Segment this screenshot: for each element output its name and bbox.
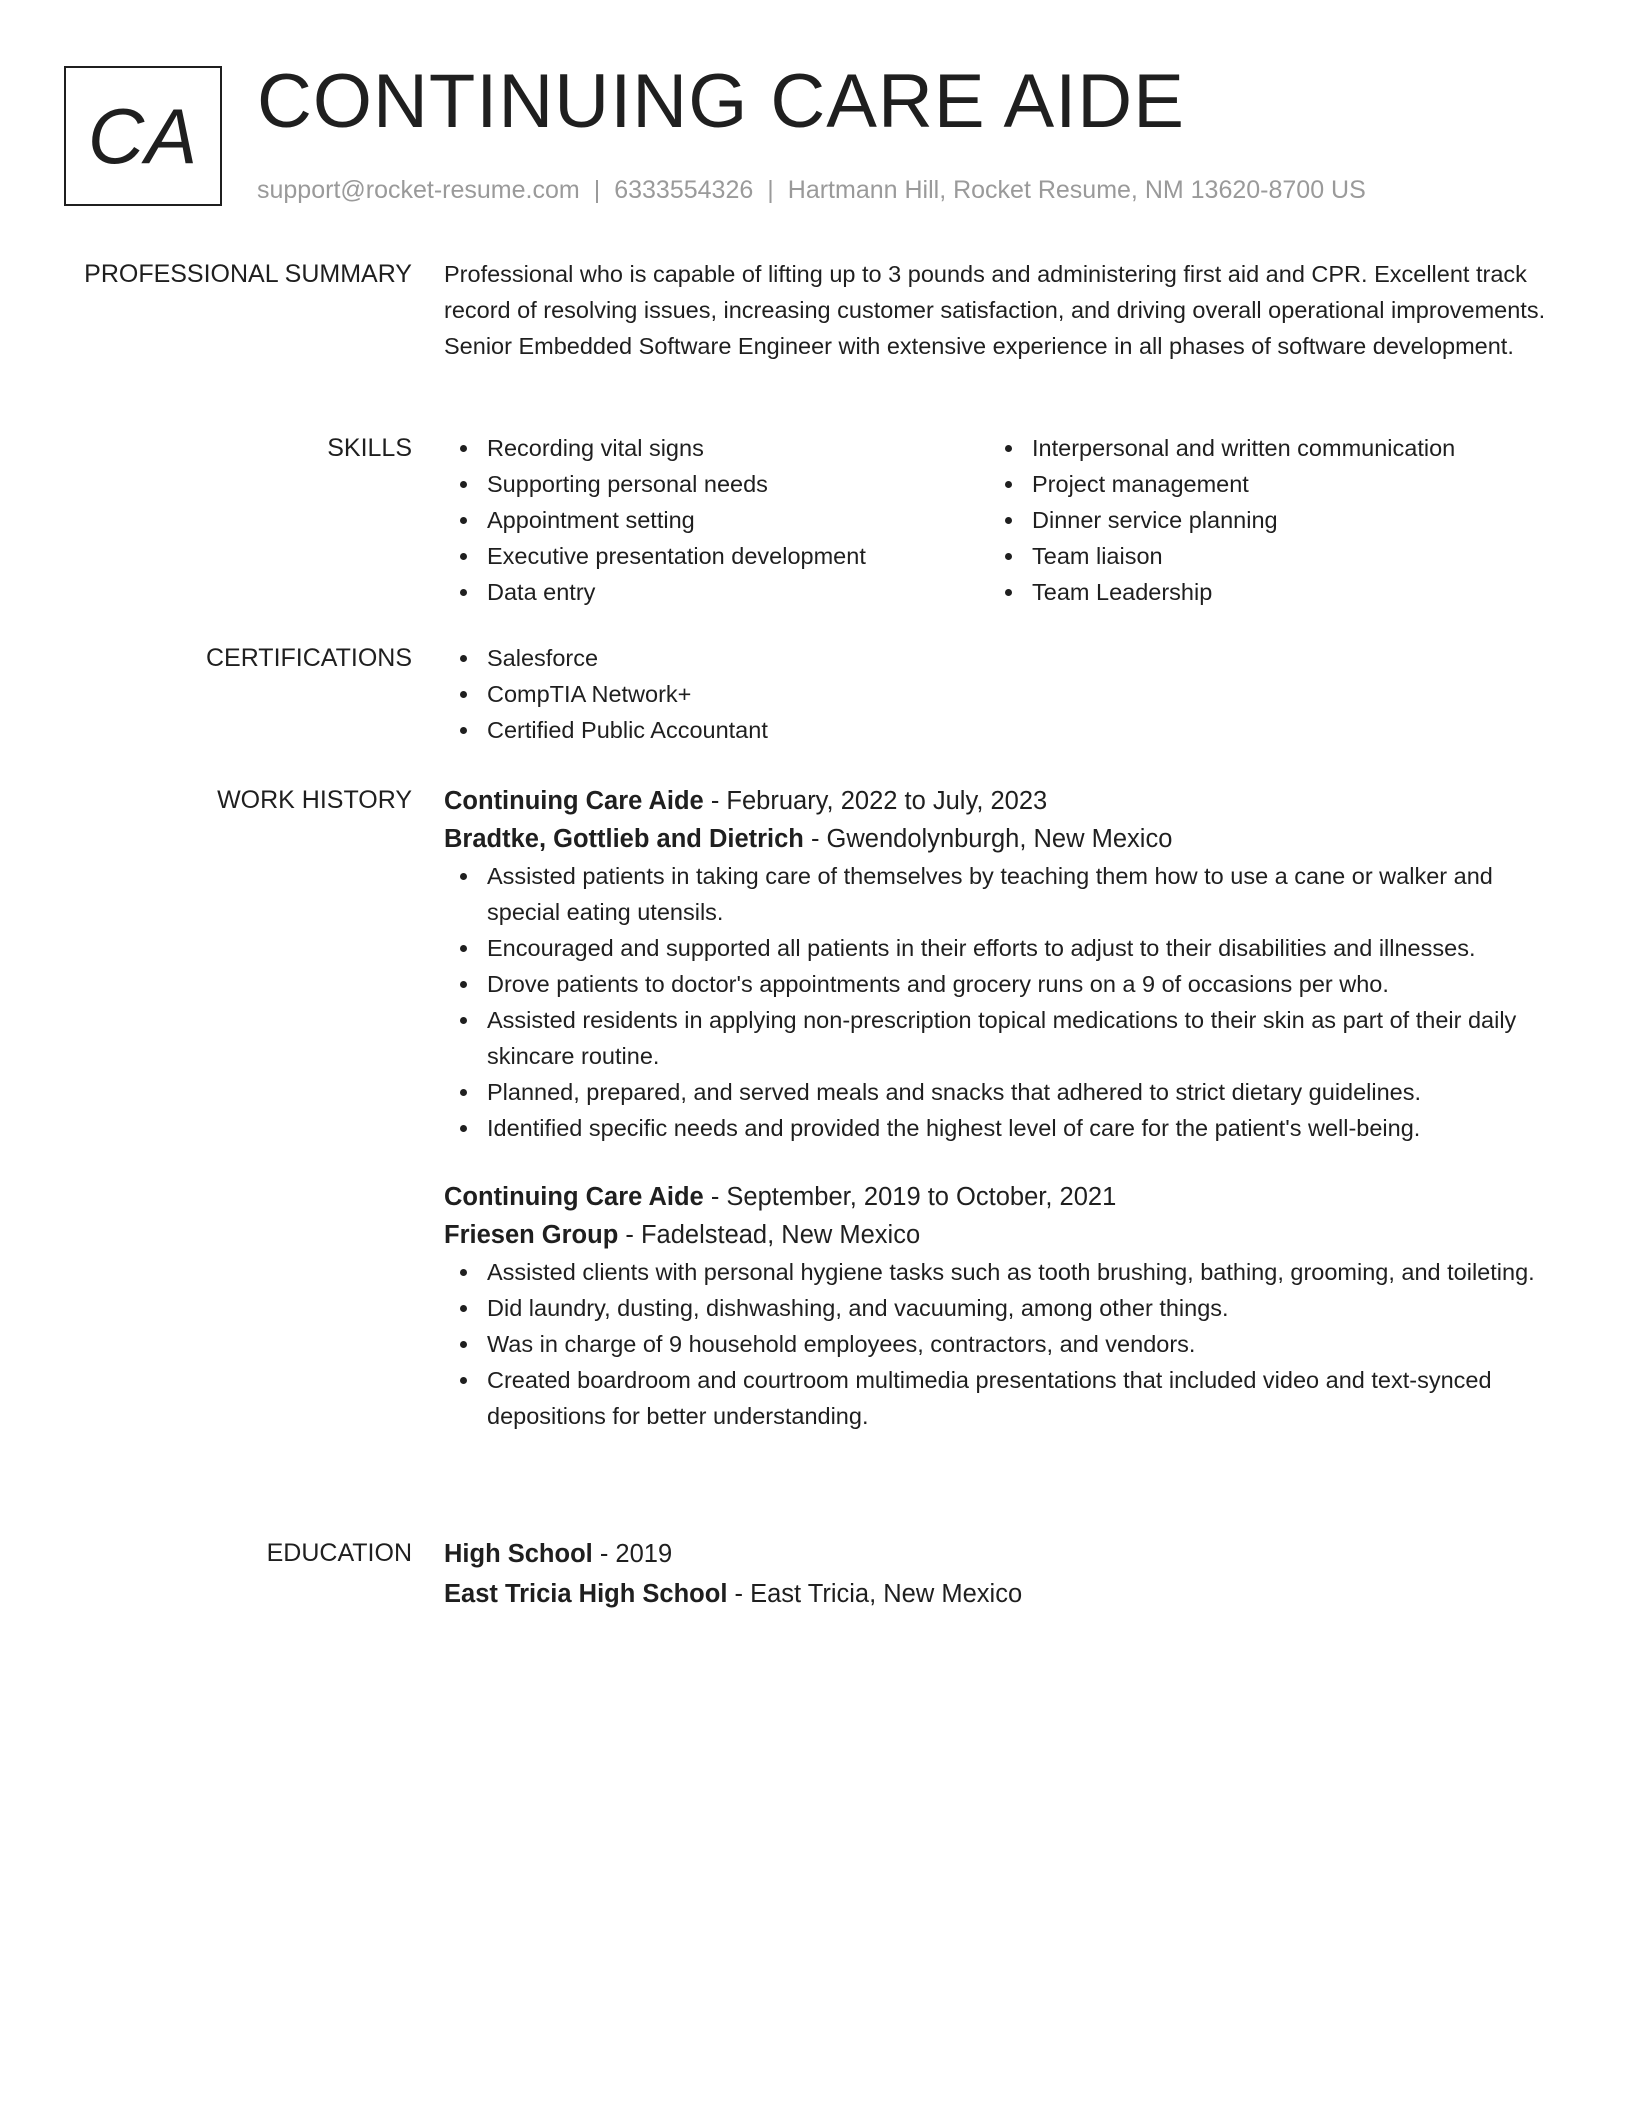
work-history-heading: WORK HISTORY [217,786,412,814]
certification-item: CompTIA Network+ [444,676,1554,712]
job-duty: Assisted clients with personal hygiene tasks such as tooth brushing, bathing, grooming, and toileting. [444,1254,1554,1290]
contact-phone[interactable]: 6333554326 [614,176,754,204]
skill-item: Dinner service planning [989,502,1549,538]
contact-address: Hartmann Hill, Rocket Resume, NM 13620-8700 US [787,176,1366,204]
job-duty: Planned, prepared, and served meals and snacks that adhered to strict dietary guidelines. [444,1074,1554,1110]
summary-text: Professional who is capable of lifting up to 3 pounds and administering first aid and CPR. Excellent track record of resolving issues, increasing customer satisfaction, and driving overall operational improvements. Senior Embedded Software Engineer with extensive experience in all phases of software development. [444,261,1546,359]
job-duty: Created boardroom and courtroom multimedia presentations that included video and text-synced depositions for better understanding. [444,1362,1554,1434]
skills-body [444,430,1554,610]
skill-item: Data entry [444,574,989,610]
education-body [444,1535,1554,1613]
job-entry [444,782,1554,1146]
monogram-badge: CA [64,66,222,206]
job-title-line [444,782,1554,820]
skill-item: Supporting personal needs [444,466,989,502]
job-entry [444,1178,1554,1434]
job-company-line [444,1216,1554,1254]
contact-email[interactable]: support@rocket-resume.com [257,176,580,204]
skills-list-left [444,430,989,610]
skill-item: Recording vital signs [444,430,989,466]
summary-heading: PROFESSIONAL SUMMARY [84,260,412,288]
work-history-body [444,782,1554,1434]
certifications-heading: CERTIFICATIONS [205,644,412,672]
skills-heading: SKILLS [327,434,412,462]
job-duty: Identified specific needs and provided the highest level of care for the patient's well-being. [444,1110,1554,1146]
job-duty: Assisted patients in taking care of themselves by teaching them how to use a cane or walker and special eating utensils. [444,858,1554,930]
skill-item: Appointment setting [444,502,989,538]
job-duties-list [444,858,1554,1146]
job-dates: - September, 2019 to October, 2021 [703,1183,1117,1211]
skill-item: Project management [989,466,1549,502]
job-company: Friesen Group [444,1221,619,1249]
education-school-line [444,1575,1554,1613]
certifications-body [444,640,1554,748]
skill-item: Team liaison [989,538,1549,574]
job-duties-list [444,1254,1554,1434]
job-title: Continuing Care Aide [444,1183,704,1211]
job-company: Bradtke, Gottlieb and Dietrich [444,825,804,853]
job-company-line [444,820,1554,858]
job-location: - Fadelstead, New Mexico [618,1221,921,1249]
skill-item: Team Leadership [989,574,1549,610]
certifications-list [444,640,1554,748]
job-duty: Encouraged and supported all patients in their efforts to adjust to their disabilities and illnesses. [444,930,1554,966]
education-degree: High School [444,1540,593,1568]
job-location: - Gwendolynburgh, New Mexico [803,825,1173,853]
education-heading: EDUCATION [266,1539,412,1567]
contact-line [257,173,1366,207]
education-location: - East Tricia, New Mexico [727,1580,1023,1608]
job-duty: Drove patients to doctor's appointments and grocery runs on a 9 of occasions per who. [444,966,1554,1002]
job-title-line [444,1178,1554,1216]
certification-item: Salesforce [444,640,1554,676]
education-year: - 2019 [592,1540,673,1568]
skills-list-right [989,430,1549,610]
job-dates: - February, 2022 to July, 2023 [703,787,1048,815]
contact-separator: | [593,176,601,204]
contact-separator: | [767,176,774,204]
job-duty: Was in charge of 9 household employees, contractors, and vendors. [444,1326,1554,1362]
education-degree-line [444,1535,1554,1573]
candidate-name: CONTINUING CARE AIDE [257,59,1185,144]
education-school: East Tricia High School [444,1580,728,1608]
job-duty: Did laundry, dusting, dishwashing, and vacuuming, among other things. [444,1290,1554,1326]
job-duty: Assisted residents in applying non-prescription topical medications to their skin as part of their daily skincare routine. [444,1002,1554,1074]
skill-item: Executive presentation development [444,538,989,574]
certification-item: Certified Public Accountant [444,712,1554,748]
job-title: Continuing Care Aide [444,787,704,815]
skill-item: Interpersonal and written communication [989,430,1549,466]
